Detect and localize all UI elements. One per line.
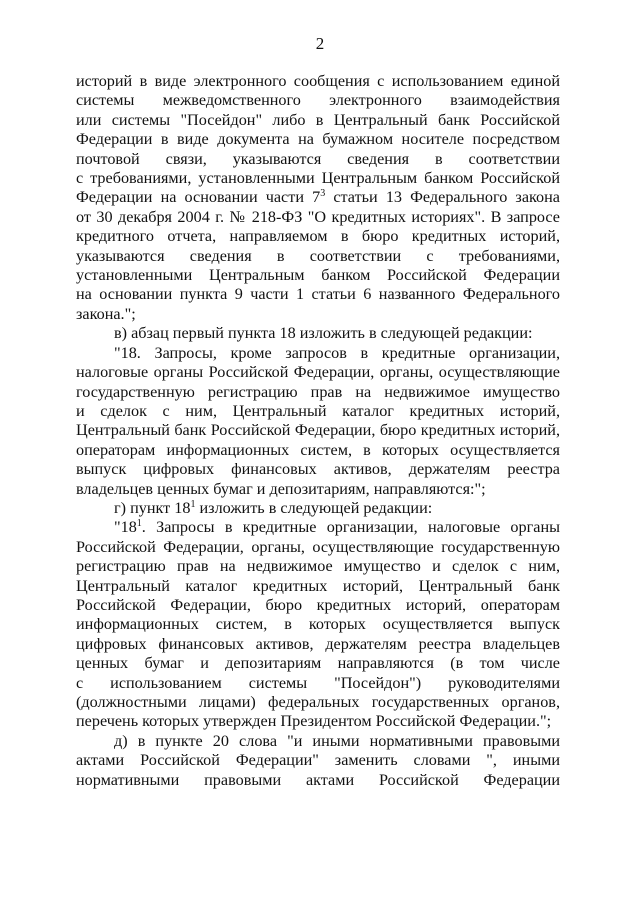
text-line: [76, 188, 560, 207]
text-line: ценных бумаг и депозитариям направляются (в том числе: [76, 654, 560, 673]
text-segment: статьи 13 Федерального закона: [325, 188, 560, 207]
text-line: цифровых финансовых активов, держателям реестра владельцев: [76, 634, 560, 653]
paragraph-item-18-1: [76, 518, 560, 731]
page-number: 2: [315, 34, 325, 53]
text-line: налоговые органы Российской Федерации, органы, осуществляющие: [76, 363, 560, 382]
text-line: "18. Запросы, кроме запросов в кредитные организации,: [114, 343, 560, 362]
text-line: операторам информационных систем, в которых осуществляется: [76, 440, 560, 459]
text-line: почтовой связи, указываются сведения в соответствии: [76, 149, 560, 168]
text-line: с требованиями, установленными Центральным банком Российской: [76, 169, 560, 188]
text-segment: Федерации на основании части 7: [76, 188, 321, 207]
text-line: установленными Центральным банком Российской Федерации: [76, 266, 560, 285]
superscript: 1: [136, 518, 142, 530]
paragraph-item-d: [76, 732, 560, 790]
paragraph-item-g: [76, 499, 560, 518]
text-line: выпуск цифровых финансовых активов, держателям реестра: [76, 460, 560, 479]
text-segment: . Запросы в кредитные организации, налоговые органы: [141, 518, 560, 537]
text-line: перечень которых утвержден Президентом Российской Федерации.";: [76, 712, 552, 731]
paragraph-item-18: [76, 344, 560, 499]
superscript: 1: [190, 498, 196, 510]
document-body: [76, 72, 560, 790]
paragraph-continuation: [76, 72, 560, 324]
text-line: нормативными правовыми актами Российской Федерации: [76, 770, 560, 789]
text-line: владельцев ценных бумаг и депозитариям, направляются:";: [76, 479, 486, 498]
paragraph-item-v: в) абзац первый пункта 18 изложить в следующей редакции:: [114, 324, 533, 343]
superscript: 3: [320, 188, 326, 200]
text-line: указываются сведения в соответствии с требованиями,: [76, 246, 560, 265]
text-line: д) в пункте 20 слова "и иными нормативными правовыми: [114, 731, 560, 750]
text-line: с использованием системы "Посейдон") руководителями: [76, 673, 560, 692]
text-line: актами Российской Федерации" заменить словами ", иными: [76, 751, 560, 770]
text-segment: "18: [114, 518, 137, 537]
text-line: регистрацию прав на недвижимое имущество и сделок с ним,: [76, 557, 560, 576]
text-line: и сделок с ним, Центральный каталог кредитных историй,: [76, 401, 560, 420]
text-line: на основании пункта 9 части 1 статьи 6 названного Федерального: [76, 285, 560, 304]
text-line: или системы "Посейдон" либо в Центральный банк Российской: [76, 110, 560, 129]
text-line: Российской Федерации, органы, осуществляющие государственную: [76, 537, 560, 556]
text-line: системы межведомственного электронного взаимодействия: [76, 91, 560, 110]
text-line: информационных систем, в которых осуществляется выпуск: [76, 615, 560, 634]
text-line: [76, 518, 560, 537]
text-line: от 30 декабря 2004 г. № 218-ФЗ "О кредитных историях". В запросе: [76, 207, 560, 226]
text-line: (должностными лицами) федеральных государственных органов,: [76, 693, 560, 711]
text-line: Федерации в виде документа на бумажном носителе посредством: [76, 130, 560, 149]
text-line: историй в виде электронного сообщения с использованием единой: [76, 72, 560, 90]
text-line: закона.";: [76, 304, 136, 323]
text-line: кредитного отчета, направляемом в бюро кредитных историй,: [76, 227, 560, 246]
text-segment: г) пункт 18: [114, 498, 191, 517]
text-segment: изложить в следующей редакции:: [195, 498, 433, 517]
text-line: Центральный банк Российской Федерации, бюро кредитных историй,: [76, 421, 560, 440]
text-line: Российской Федерации, бюро кредитных историй, операторам: [76, 595, 560, 614]
text-line: государственную регистрацию прав на недвижимое имущество: [76, 382, 560, 401]
text-line: Центральный каталог кредитных историй, Центральный банк: [76, 576, 560, 595]
